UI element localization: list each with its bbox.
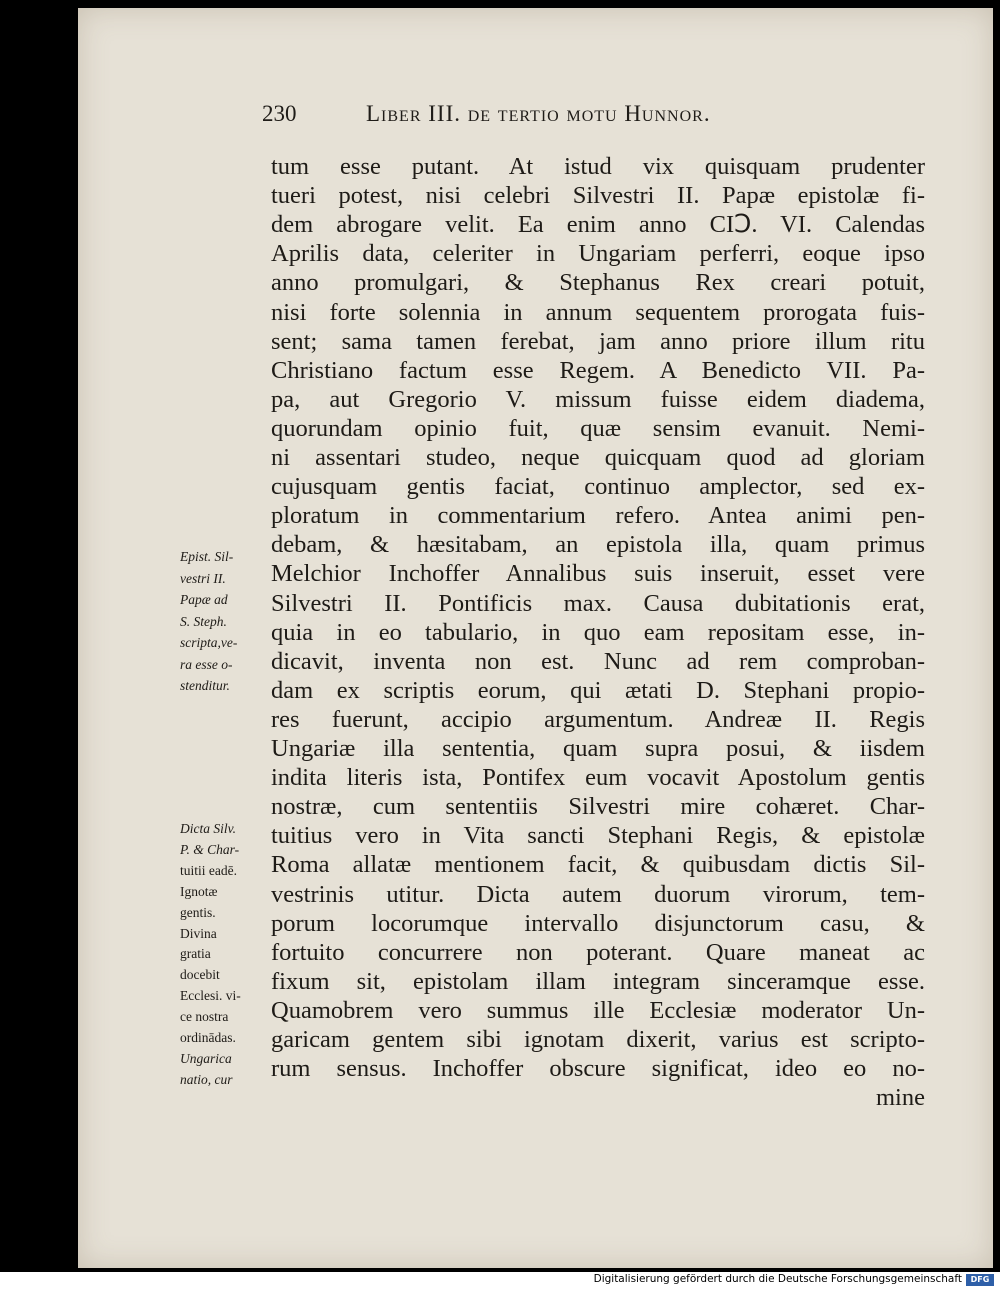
page-number: 230 [262,101,297,126]
footer-bar [0,1272,1000,1289]
margin-note-line: gratia [180,946,211,962]
text-line: debam, & hæsitabam, an epistola illa, quam primus [271,531,925,559]
margin-note-line: Papæ ad [180,592,228,607]
text-line: nostræ, cum sententiis Silvestri mire cohæret. Char- [271,793,925,821]
text-line: tueri potest, nisi celebri Silvestri II. Papæ epistolæ fi- [271,182,925,210]
text-line: nisi forte solennia in annum sequentem prorogata fuis- [271,298,925,326]
text-line: Roma allatæ mentionem facit, & quibusdam dictis Sil- [271,851,925,879]
text-line: dem abrogare velit. Ea enim anno CIↃ. VI. Calendas [271,211,925,239]
margin-note-line: Ignotæ [180,883,218,899]
margin-note-line: Epist. Sil- [180,549,234,564]
text-line: Quamobrem vero summus ille Ecclesiæ moderator Un- [271,996,925,1024]
text-line: res fuerunt, accipio argumentum. Andreæ II. Regis [271,705,925,733]
text-line: tuitius vero in Vita sancti Stephani Regis, & epistolæ [271,822,925,850]
footer-credit: Digitalisierung gefördert durch die Deutsche Forschungsgemeinschaft [593,1273,962,1285]
text-line: ni assentari studeo, neque quicquam quod ad gloriam [271,444,925,471]
text-line: tum esse putant. At istud vix quisquam prudenter [271,153,925,180]
margin-note-line: ra esse o- [180,656,233,672]
text-line: fortuito concurrere non poterant. Quare maneat ac [271,938,925,966]
text-line: fixum sit, epistolam illam integram sinceramque esse. [271,967,925,995]
margin-note-line: P. & Char- [180,841,240,857]
dfg-logo: DFG [966,1274,994,1286]
text-line: ploratum in commentarium refero. Antea animi pen- [271,502,925,530]
text-line: indita literis ista, Pontifex eum vocavit Apostolum gentis [271,764,925,792]
text-line: Christiano factum esse Regem. A Benedicto VII. Pa- [271,356,925,384]
margin-note-line: natio, cur [180,1071,233,1087]
text-line: anno promulgari, & Stephanus Rex creari potuit, [271,269,925,297]
text-line: quorundam opinio fuit, quæ sensim evanuit. Nemi- [271,414,925,442]
text-line: Aprilis data, celeriter in Ungariam perferri, eoque ipso [271,240,925,268]
text-line: sent; sama tamen ferebat, jam anno priore illum ritu [271,327,925,355]
text-line: Ungariæ illa sententia, quam supra posui, & iisdem [271,735,925,762]
margin-note-line: scripta,ve- [180,635,238,650]
margin-note-line: Ecclesi. vi- [180,988,241,1004]
text-line: Silvestri II. Pontificis max. Causa dubitationis erat, [271,589,925,617]
text-line: mine [876,1084,925,1112]
margin-note-line: Divina [180,925,217,941]
text-line: rum sensus. Inchoffer obscure significat, ideo eo no- [271,1055,925,1083]
margin-note-line: tuitii eadē. [180,862,237,878]
text-line: dicavit, inventa non est. Nunc ad rem comproban- [271,647,925,675]
margin-note-line: S. Steph. [180,613,227,629]
text-line: vestrinis utitur. Dicta autem duorum virorum, tem- [271,880,925,908]
text-line: garicam gentem sibi ignotam dixerit, varius est scripto- [271,1026,925,1053]
text-line: Melchior Inchoffer Annalibus suis inseruit, esset vere [271,560,925,588]
margin-note-line: docebit [180,967,220,983]
running-title: Liber III. de tertio motu Hunnor. [366,101,711,126]
page-header [262,95,922,135]
text-line: quia in eo tabulario, in quo eam repositam esse, in- [271,618,925,646]
margin-note-line: ce nostra [180,1009,229,1025]
text-line: porum locorumque intervallo disjunctorum casu, & [271,909,925,937]
margin-note-line: stenditur. [180,678,230,693]
margin-note-line: Ungarica [180,1050,232,1066]
text-line: dam ex scriptis eorum, qui ætati D. Stephani propio- [271,676,925,704]
margin-note-line: Dicta Silv. [180,821,236,836]
margin-note-line: vestri II. [180,570,226,586]
text-line: pa, aut Gregorio V. missum fuisse eidem diadema, [271,385,925,413]
margin-note-line: ordinādas. [180,1030,236,1045]
margin-note-line: gentis. [180,904,216,920]
text-line: cujusquam gentis faciat, continuo amplector, sed ex- [271,473,925,501]
